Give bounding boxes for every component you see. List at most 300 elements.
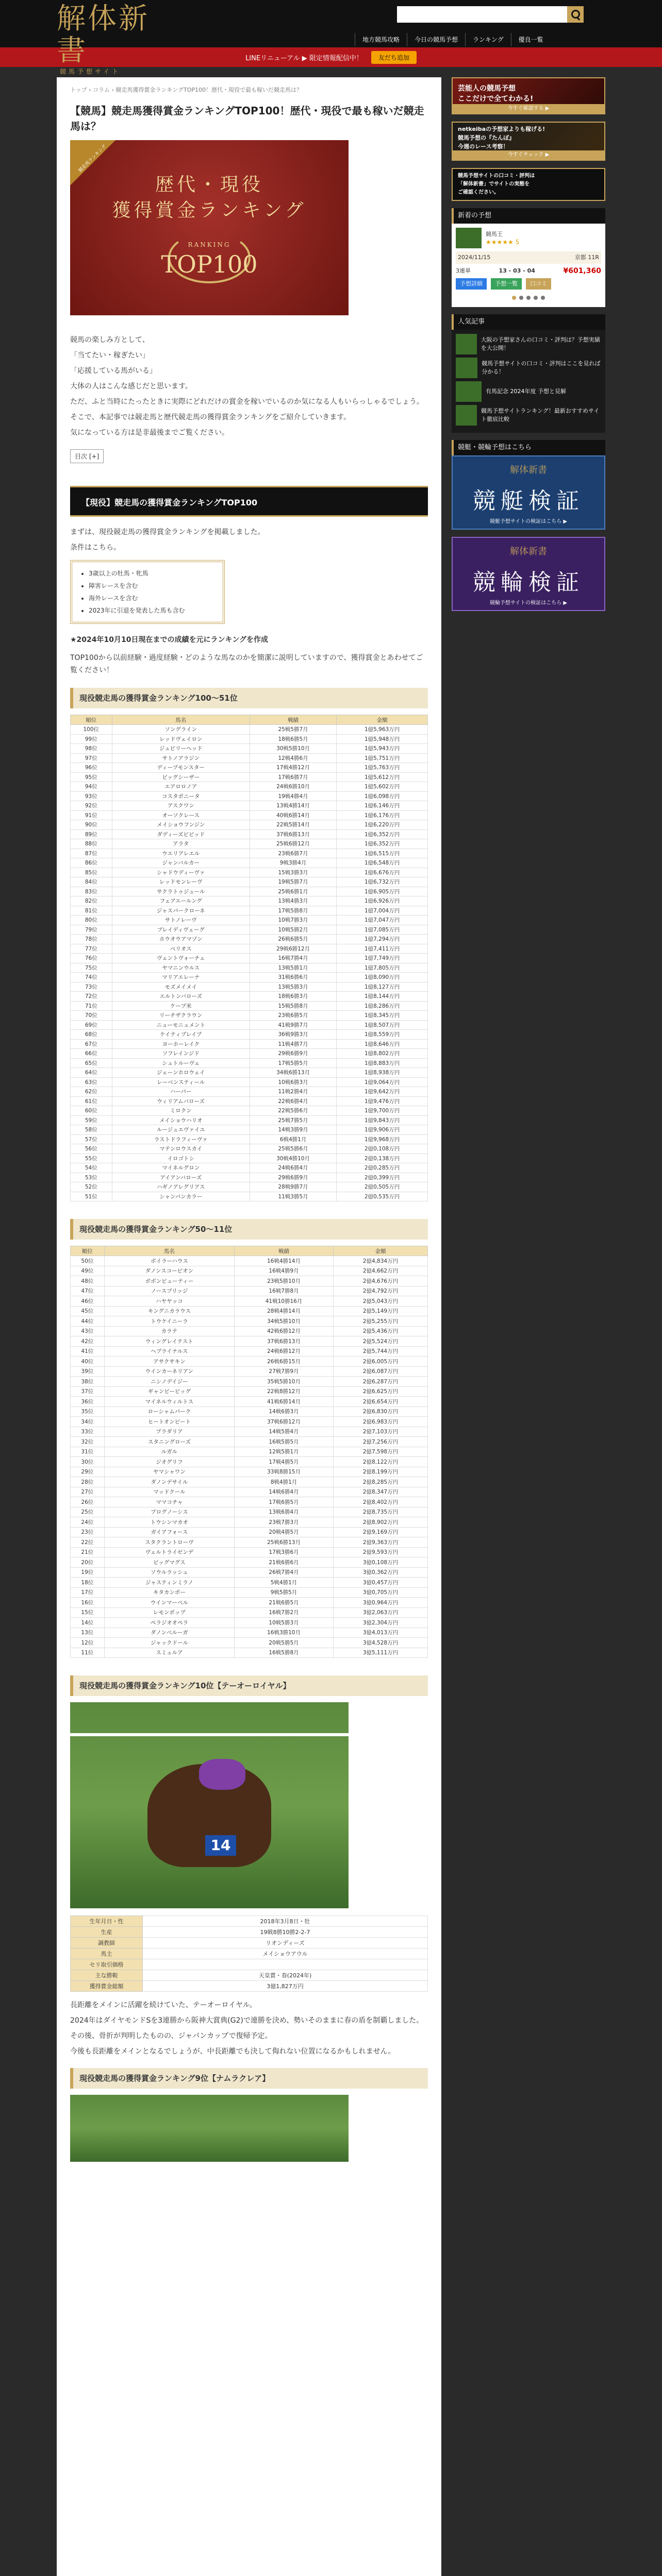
cell-record: 24戦6勝10月 <box>250 782 336 792</box>
rank10-p2: 2024年はダイヤモンドSを3連勝から阪神大賞典(G2)で連勝を決め、勢いそのままに春の盾を制覇しました。 <box>70 2016 424 2025</box>
keirin-banner[interactable] <box>452 537 605 611</box>
popular-article-link[interactable]: 競馬予想サイトランキング！最新おすすめサイト徹底比較 <box>481 408 600 422</box>
cell-record: 27戦7勝9月 <box>235 1366 334 1377</box>
cell-rank: 92位 <box>71 801 112 811</box>
cell-rank: 19位 <box>71 1567 105 1578</box>
cell-name: ジャックドール <box>104 1638 234 1648</box>
cell-rank: 95位 <box>71 772 112 782</box>
profile-label: 獲得賞金総額 <box>71 1981 143 1992</box>
cell-name: ジャスティンミラノ <box>104 1578 234 1588</box>
table-row <box>71 1068 428 1078</box>
cell-rank: 84位 <box>71 877 112 887</box>
table-row <box>71 782 428 792</box>
logo-sub: 競馬予想サイト <box>60 68 121 75</box>
cell-record: 34戦5勝10月 <box>235 1316 334 1327</box>
banner-title: 競輪検証 <box>473 569 584 596</box>
profile-row <box>71 1959 428 1970</box>
photo-jockey <box>199 1759 245 1790</box>
popular-article-link[interactable]: 大阪の予想家さんの口コミ・評判は？予想実績を大公開！ <box>481 336 600 351</box>
table2-heading: 現役競走馬の獲得賞金ランキング50〜11位 <box>70 1219 428 1240</box>
cell-prize: 1億8,507万円 <box>337 1020 428 1030</box>
cell-record: 16戦3勝10月 <box>235 1628 334 1638</box>
cell-prize: 2億0,108万円 <box>337 1144 428 1154</box>
table-row <box>71 772 428 782</box>
table-row <box>71 1598 428 1608</box>
cell-record: 14戦3勝9月 <box>250 1125 336 1135</box>
cell-prize: 1億5,943万円 <box>337 744 428 754</box>
cell-prize: 2億8,735万円 <box>333 1507 427 1517</box>
cell-name: ベリオス <box>112 944 250 954</box>
cell-record: 19戦5勝7月 <box>250 877 336 887</box>
cell-prize: 1億9,476万円 <box>337 1096 428 1106</box>
col-prize: 金額 <box>337 715 428 725</box>
cell-name: ウエリアレエル <box>112 849 250 858</box>
banner-sub: 解体新書 <box>510 465 547 476</box>
cell-prize: 2億5,043万円 <box>333 1296 427 1307</box>
table-row <box>71 982 428 992</box>
table-row <box>71 1507 428 1517</box>
cell-prize: 1億6,352万円 <box>337 829 428 839</box>
cell-prize: 1億9,906万円 <box>337 1125 428 1135</box>
cell-record: 23戦6勝5月 <box>250 1011 336 1021</box>
banner-text: 芸能人の競馬予想 ここだけで全てわかる! <box>458 84 534 103</box>
table-row <box>71 1628 428 1638</box>
profile-label: 生年月日・性 <box>71 1916 143 1927</box>
cell-record: 14戦6勝4月 <box>235 1487 334 1497</box>
cell-name: シュトルーヴェ <box>112 1058 250 1068</box>
ranking-table-50-11 <box>70 1246 428 1658</box>
cell-record: 31戦6勝6月 <box>250 973 336 982</box>
table-row <box>71 839 428 849</box>
cell-rank: 22位 <box>71 1537 105 1548</box>
sidebar-banner-review[interactable] <box>452 168 605 201</box>
cell-rank: 100位 <box>71 725 112 735</box>
sidebar-kyotei-heading: 競艇・競輪予想はこちら <box>452 440 605 455</box>
table-row <box>71 725 428 735</box>
cell-prize: 2億8,199万円 <box>333 1467 427 1477</box>
cell-record: 10戦6勝3月 <box>250 1077 336 1087</box>
table-row <box>71 1607 428 1618</box>
table-row <box>71 1144 428 1154</box>
cell-rank: 85位 <box>71 868 112 877</box>
cell-record: 17戦5勝5月 <box>250 1058 336 1068</box>
cell-rank: 30位 <box>71 1457 105 1467</box>
cell-record: 13戦6勝4月 <box>235 1507 334 1517</box>
table-row <box>71 1125 428 1135</box>
cell-record: 21戦6勝6月 <box>235 1557 334 1568</box>
cell-rank: 17位 <box>71 1587 105 1598</box>
nav-item-ranking[interactable]: ランキング <box>465 33 511 46</box>
cell-record: 23戦7勝3月 <box>235 1517 334 1528</box>
cell-record: 29戦6勝9月 <box>250 1173 336 1182</box>
profile-value: 2018年3月8日・牡 <box>143 1916 428 1927</box>
cell-name: キングニカラウス <box>104 1306 234 1316</box>
prediction-detail-button[interactable]: 予想詳細 <box>456 278 487 290</box>
popular-article-link[interactable]: 競馬予想サイトの口コミ・評判はここを見れば分かる！ <box>482 360 601 375</box>
cell-prize: 2億0,505万円 <box>337 1182 428 1192</box>
ad-result-numbers: 13 - 03 - 04 <box>499 267 535 274</box>
cell-name: ジャンバルカー <box>112 858 250 868</box>
table-row <box>71 1417 428 1427</box>
cell-record: 11戦2勝4月 <box>250 1087 336 1097</box>
cell-name: ガイアフォース <box>104 1527 234 1537</box>
cell-rank: 75位 <box>71 963 112 973</box>
cell-record: 22戦8勝12月 <box>235 1386 334 1397</box>
table-row <box>71 877 428 887</box>
cell-name: プラダリア <box>104 1427 234 1437</box>
sidebar <box>452 77 605 618</box>
banner-text: netkeibaの予想家よりも稼げる! 競馬予想の『たんぽ』 今週のレース考察！ <box>458 126 545 150</box>
photo-saddle-number: 14 <box>205 1835 236 1856</box>
cell-prize: 1億6,515万円 <box>337 849 428 858</box>
cell-prize: 2億4,834万円 <box>333 1256 427 1266</box>
section1-p3: TOP100から以前経験・過度経験・どのような馬なのかを簡潔に説明していますので、獲得賞金とあわせてご覧ください！ <box>70 654 423 674</box>
eyecatch-line3: RANKING <box>188 241 231 248</box>
cell-prize: 1億7,085万円 <box>337 925 428 935</box>
cell-name: スタニングローズ <box>104 1437 234 1447</box>
cell-rank: 33位 <box>71 1427 105 1437</box>
condition-item: • 3歳以上の牡馬・牝馬 <box>89 567 214 580</box>
col-record: 戦績 <box>250 715 336 725</box>
cell-rank: 97位 <box>71 753 112 763</box>
cell-rank: 50位 <box>71 1256 105 1266</box>
section1-p2: 条件はこちら。 <box>70 544 121 552</box>
table-row <box>71 954 428 963</box>
cell-name: ビッグマグス <box>104 1557 234 1568</box>
cell-prize: 1億9,700万円 <box>337 1106 428 1116</box>
cell-name: スタクラントローヴ <box>104 1537 234 1548</box>
cell-record: 12戦5勝1月 <box>235 1447 334 1457</box>
table-row <box>71 1567 428 1578</box>
rank10-photo <box>70 1702 349 1908</box>
cell-prize: 1億5,948万円 <box>337 734 428 744</box>
cell-record: 30戦4勝10月 <box>250 1154 336 1163</box>
table-row <box>71 1020 428 1030</box>
cell-name: オーソクレース <box>112 810 250 820</box>
article-thumbnail <box>456 358 477 378</box>
cell-prize: 2億8,285万円 <box>333 1477 427 1487</box>
cell-name: ブレイディヴェーグ <box>112 925 250 935</box>
cell-name: エアロロノア <box>112 782 250 792</box>
cell-prize: 2億9,363万円 <box>333 1537 427 1548</box>
table-row <box>71 1638 428 1648</box>
cell-name: スミュルア <box>104 1648 234 1658</box>
breadcrumb[interactable]: トップ › コラム › 競走馬獲得賞金ランキングTOP100！歴代・現役で最も稼いだ競走馬は？ <box>70 87 303 93</box>
eyecatch-line1: 歴代・現役 <box>155 174 263 195</box>
cell-prize: 1億8,127万円 <box>337 982 428 992</box>
ad-site-name: 競馬王 <box>486 231 503 238</box>
table-row <box>71 1527 428 1537</box>
table-row <box>71 1192 428 1201</box>
profile-row <box>71 1948 428 1959</box>
table-row <box>71 1517 428 1528</box>
search-input[interactable] <box>397 6 567 23</box>
table-row <box>71 1039 428 1049</box>
table-row <box>71 925 428 935</box>
cell-record: 15戦3勝3月 <box>250 868 336 877</box>
table-row <box>71 1011 428 1021</box>
banner-text: 競馬予想サイトの口コミ・評判は 「解体新書」でサイトの実態を ご確認ください。 <box>458 173 535 195</box>
table-row <box>71 944 428 954</box>
eyecatch-line4: TOP100 <box>161 250 258 278</box>
table-row <box>71 1306 428 1316</box>
intro-p6: そこで、本記事では競走馬と歴代競走馬の獲得賞金ランキングをご紹介していきます。 <box>70 413 351 421</box>
site-logo[interactable] <box>57 2 175 75</box>
toc-toggle-button[interactable]: 目次 [+] <box>70 449 104 463</box>
table-row <box>71 1134 428 1144</box>
cell-name: アラタ <box>112 839 250 849</box>
cell-prize: 2億6,005万円 <box>333 1357 427 1367</box>
rank10-p4: 今後も長距離をメインとなるでしょうが、中長距離でも決して侮れない位置になるかもしれません。 <box>70 2047 395 2056</box>
cell-prize: 1億7,411万円 <box>337 944 428 954</box>
cell-rank: 67位 <box>71 1039 112 1049</box>
table1-heading: 現役競走馬の獲得賞金ランキング100〜51位 <box>70 688 428 708</box>
cell-rank: 16位 <box>71 1598 105 1608</box>
cell-rank: 52位 <box>71 1182 112 1192</box>
cell-rank: 57位 <box>71 1134 112 1144</box>
table-row <box>71 1457 428 1467</box>
table-row <box>71 763 428 773</box>
cell-rank: 32位 <box>71 1437 105 1447</box>
cell-name: ニューモニュメント <box>112 1020 250 1030</box>
table-row <box>71 1386 428 1397</box>
cell-name: ジェーンホロウェイ <box>112 1068 250 1078</box>
cell-prize: 1億8,144万円 <box>337 992 428 1002</box>
cell-record: 25戦6勝13月 <box>235 1537 334 1548</box>
cell-record: 16戦4勝14月 <box>235 1256 334 1266</box>
profile-row <box>71 1927 428 1938</box>
sidebar-banner-celebrity[interactable] <box>452 77 605 114</box>
cell-prize: 3億5,111万円 <box>333 1648 427 1658</box>
cell-prize: 3億4,013万円 <box>333 1628 427 1638</box>
profile-value: 3億1,827万円 <box>143 1981 428 1992</box>
table-row <box>71 753 428 763</box>
cell-prize: 1億8,646万円 <box>337 1039 428 1049</box>
cell-rank: 61位 <box>71 1096 112 1106</box>
cell-name: ミロクン <box>112 1106 250 1116</box>
cell-rank: 44位 <box>71 1316 105 1327</box>
table-row <box>71 1406 428 1417</box>
table-row <box>71 820 428 830</box>
cell-rank: 43位 <box>71 1326 105 1336</box>
cell-name: アスクワン <box>112 801 250 811</box>
table-row <box>71 1163 428 1173</box>
review-button[interactable]: 口コミ <box>526 278 551 290</box>
cell-record: 13戦5勝3月 <box>250 982 336 992</box>
table-row <box>71 887 428 896</box>
rank10-heading: 現役競走馬の獲得賞金ランキング10位【テーオーロイヤル】 <box>70 1675 428 1696</box>
cell-rank: 24位 <box>71 1517 105 1528</box>
table-row <box>71 1326 428 1336</box>
table-row <box>71 916 428 925</box>
table-row <box>71 810 428 820</box>
cell-prize: 2億8,347万円 <box>333 1487 427 1497</box>
table-row <box>71 1346 428 1357</box>
cell-rank: 69位 <box>71 1020 112 1030</box>
table-row <box>71 1154 428 1163</box>
cell-prize: 2億7,598万円 <box>333 1447 427 1457</box>
cell-rank: 76位 <box>71 954 112 963</box>
cell-record: 22戦5勝6月 <box>250 1106 336 1116</box>
sidebar-popular-articles <box>452 330 605 433</box>
cell-record: 14戦6勝3月 <box>235 1406 334 1417</box>
table-row <box>71 1173 428 1182</box>
cell-prize: 2億6,654万円 <box>333 1397 427 1407</box>
cell-name: マイネルグロン <box>112 1163 250 1173</box>
cell-name: ホウオウアマゾン <box>112 935 250 944</box>
cell-name: ローシャムパーク <box>104 1406 234 1417</box>
line-add-button[interactable]: 友だち追加 <box>371 51 417 64</box>
cell-name: ラストドラフィーヴァ <box>112 1134 250 1144</box>
cell-prize: 1億7,047万円 <box>337 916 428 925</box>
popular-article-link[interactable]: 有馬記念 2024年度 予想と見解 <box>486 388 566 395</box>
cell-name: ソウルラッシュ <box>104 1567 234 1578</box>
nav-item-list[interactable]: 優良一覧 <box>511 33 551 46</box>
cell-record: 36戦9勝3月 <box>250 1030 336 1040</box>
cell-name: カラテ <box>104 1326 234 1336</box>
table-row <box>71 1547 428 1557</box>
cell-record: 16戦7勝8月 <box>235 1286 334 1296</box>
cell-prize: 2億6,287万円 <box>333 1377 427 1387</box>
banner-cta: 競輪予想サイトの検証はこちら ▶ <box>489 600 568 606</box>
table-row <box>71 1266 428 1276</box>
cell-rank: 79位 <box>71 925 112 935</box>
nav-item-local[interactable]: 地方競馬攻略 <box>355 33 407 46</box>
carousel-dots[interactable] <box>456 293 601 303</box>
logo-text: 解体新書 <box>57 2 150 67</box>
cell-prize: 1億6,146万円 <box>337 801 428 811</box>
intro-p7: 気になっている方は是非最後までご覧ください。 <box>70 429 229 437</box>
cell-name: モズメイメイ <box>112 982 250 992</box>
ad-result-label: 3連単 <box>456 267 471 274</box>
cell-rank: 96位 <box>71 763 112 773</box>
profile-value <box>143 1959 428 1970</box>
table-row <box>71 829 428 839</box>
cell-name: トウケイニーラ <box>104 1316 234 1327</box>
cell-name: ウインマーベル <box>104 1598 234 1608</box>
cell-record: 10戦7勝3月 <box>250 916 336 925</box>
search-icon[interactable] <box>567 6 584 23</box>
cell-prize: 2億9,169万円 <box>333 1527 427 1537</box>
cell-record: 12戦4勝6月 <box>250 753 336 763</box>
cell-record: 16戦7勝2月 <box>235 1607 334 1618</box>
cell-rank: 46位 <box>71 1296 105 1307</box>
cell-rank: 60位 <box>71 1106 112 1116</box>
condition-item: • 障害レースを含む <box>89 580 214 592</box>
cell-record: 15戦5勝8月 <box>250 1001 336 1011</box>
cell-name: ジオグリフ <box>104 1457 234 1467</box>
cell-rank: 48位 <box>71 1276 105 1286</box>
cell-record: 41戦9勝7月 <box>250 1020 336 1030</box>
cell-prize: 2億0,285万円 <box>337 1163 428 1173</box>
table-row <box>71 1437 428 1447</box>
cell-prize: 1億7,749万円 <box>337 954 428 963</box>
intro-p5: ただ、ふと当時にたったときに実際にどれだけの賞金を稼いでいるのか気になる人もいらっしゃるでしょう。 <box>70 398 424 406</box>
cell-record: 13戦5勝1月 <box>250 963 336 973</box>
cell-record: 17戦4勝5月 <box>235 1457 334 1467</box>
cell-prize: 1億6,926万円 <box>337 896 428 906</box>
cell-name: ソングライン <box>112 725 250 735</box>
cell-name: ダノンベルーガ <box>104 1628 234 1638</box>
cell-record: 6戦4勝1月 <box>250 1134 336 1144</box>
cell-name: ニシノデイジー <box>104 1377 234 1387</box>
cell-rank: 41位 <box>71 1346 105 1357</box>
table-row <box>71 1427 428 1437</box>
kyotei-banner[interactable] <box>452 455 605 530</box>
cell-record: 21戦6勝5月 <box>235 1598 334 1608</box>
cell-record: 34戦6勝13月 <box>250 1068 336 1078</box>
cell-name: リーチザクラウン <box>112 1011 250 1021</box>
cell-name: マッドクール <box>104 1487 234 1497</box>
cell-record: 16戦7勝4月 <box>250 954 336 963</box>
cell-rank: 80位 <box>71 916 112 925</box>
cell-name: ソフレインジド <box>112 1049 250 1059</box>
cell-record: 37戦6勝12月 <box>235 1417 334 1427</box>
cell-rank: 53位 <box>71 1173 112 1182</box>
cell-rank: 62位 <box>71 1087 112 1097</box>
cell-name: ヤマニンウルス <box>112 963 250 973</box>
cell-name: ノースブリッジ <box>104 1286 234 1296</box>
cell-prize: 3億4,528万円 <box>333 1638 427 1648</box>
cell-prize: 1億5,612万円 <box>337 772 428 782</box>
cell-rank: 34位 <box>71 1417 105 1427</box>
cell-rank: 93位 <box>71 791 112 801</box>
cell-name: エルトンバローズ <box>112 992 250 1002</box>
cell-name: アイアンバローズ <box>112 1173 250 1182</box>
banner-cta: 今すぐ確認する ▶ <box>453 104 604 113</box>
nav-item-today[interactable]: 今日の競馬予想 <box>407 33 465 46</box>
table-row <box>71 849 428 858</box>
table-row <box>71 1557 428 1568</box>
table-row <box>71 1467 428 1477</box>
profile-table <box>70 1916 428 1992</box>
profile-value: 19戦8勝10勝2-2-7 <box>143 1927 428 1938</box>
cell-rank: 88位 <box>71 839 112 849</box>
ad-race: 京都 11R <box>574 254 599 261</box>
banner-cta: 今すぐチェック ▶ <box>453 150 604 160</box>
cell-prize: 3億0,362万円 <box>333 1567 427 1578</box>
cell-rank: 21位 <box>71 1547 105 1557</box>
table-row <box>71 1357 428 1367</box>
prediction-list-button[interactable]: 予想一覧 <box>491 278 522 290</box>
intro-p3: 「応援している馬がいる」 <box>70 367 157 375</box>
cell-rank: 23位 <box>71 1527 105 1537</box>
table-row <box>71 1058 428 1068</box>
cell-rank: 28位 <box>71 1477 105 1487</box>
cell-record: 22戦5勝14月 <box>250 820 336 830</box>
cell-prize: 1億5,602万円 <box>337 782 428 792</box>
cell-record: 14戦5勝4月 <box>235 1427 334 1437</box>
cell-name: マテンロウスカイ <box>112 1144 250 1154</box>
table-row <box>71 858 428 868</box>
cell-prize: 3億0,108万円 <box>333 1557 427 1568</box>
banner-sub: 解体新書 <box>510 546 547 557</box>
cell-name: トウシンマカオ <box>104 1517 234 1528</box>
sidebar-banner-tanpo[interactable] <box>452 122 605 161</box>
cell-record: 41戦10勝16月 <box>235 1296 334 1307</box>
cell-rank: 51位 <box>71 1192 112 1201</box>
cell-record: 17戦3勝6月 <box>235 1547 334 1557</box>
cell-record: 40戦6勝14月 <box>250 810 336 820</box>
rank10-p3: その後、骨折が判明したものの、ジャパンカップで復帰予定。 <box>70 2032 272 2040</box>
profile-label: 生産 <box>71 1927 143 1938</box>
sidebar-latest-prediction[interactable] <box>452 224 605 307</box>
page-title: 【競馬】競走馬獲得賞金ランキングTOP100！歴代・現役で最も稼いだ競走馬は？ <box>70 105 424 132</box>
cell-prize: 2億6,830万円 <box>333 1406 427 1417</box>
cell-rank: 58位 <box>71 1125 112 1135</box>
cell-record: 16戦5勝5月 <box>235 1437 334 1447</box>
cell-rank: 83位 <box>71 887 112 896</box>
